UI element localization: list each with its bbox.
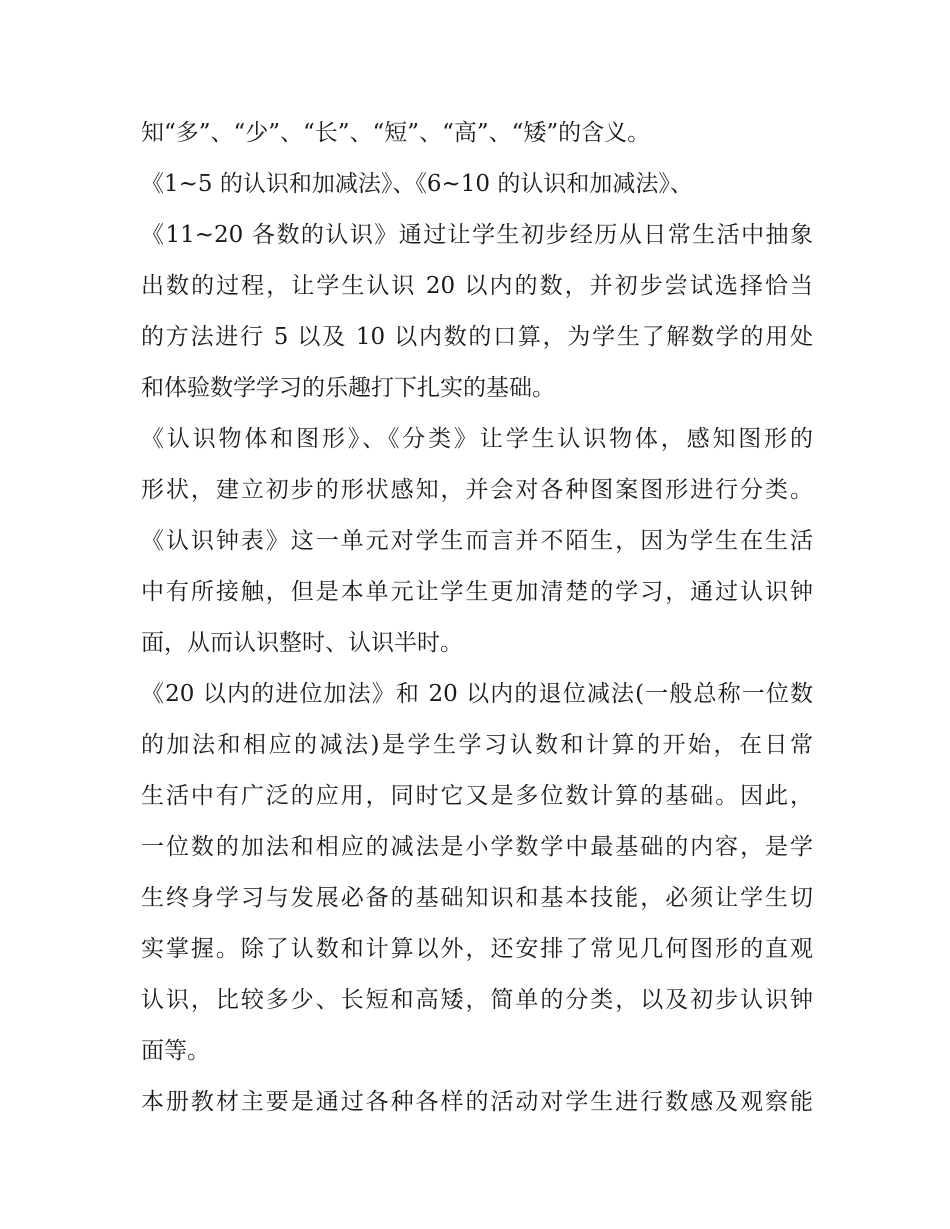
- text-line-14: 生活中有广泛的应用，同时它又是多位数计算的基础。因此，: [141, 783, 813, 809]
- text-line-16: 生终身学习与发展必备的基础知识和基本技能，必须让学生切: [141, 885, 813, 911]
- text-line-20: 本册教材主要是通过各种各样的活动对学生进行数感及观察能: [141, 1089, 813, 1115]
- text-line-4: 出数的过程，让学生认识 20 以内的数，并初步尝试选择恰当: [141, 273, 813, 299]
- text-line-17: 实掌握。除了认数和计算以外，还安排了常见几何图形的直观: [141, 936, 813, 962]
- text-line-1: 知“多”、“少”、“长”、“短”、“高”、“矮”的含义。: [141, 120, 651, 146]
- text-line-8: 形状，建立初步的形状感知，并会对各种图案图形进行分类。: [141, 477, 813, 503]
- text-line-19: 面等。: [141, 1038, 210, 1064]
- text-line-3: 《11~20 各数的认识》通过让学生初步经历从日常生活中抽象: [141, 222, 813, 248]
- text-line-6: 和体验数学学习的乐趣打下扎实的基础。: [141, 375, 555, 401]
- text-line-7: 《认识物体和图形》、《分类》让学生认识物体，感知图形的: [141, 426, 813, 452]
- text-line-12: 《20 以内的进位加法》和 20 以内的退位减法(一般总称一位数: [141, 681, 813, 707]
- text-line-9: 《认识钟表》这一单元对学生而言并不陌生，因为学生在生活: [141, 528, 813, 554]
- text-line-15: 一位数的加法和相应的减法是小学数学中最基础的内容，是学: [141, 834, 813, 860]
- text-line-10: 中有所接触，但是本单元让学生更加清楚的学习，通过认识钟: [141, 579, 813, 605]
- text-line-2: 《1~5 的认识和加减法》、《6~10 的认识和加减法》、: [141, 171, 693, 197]
- text-line-18: 认识，比较多少、长短和高矮，简单的分类，以及初步认识钟: [141, 987, 813, 1013]
- text-line-11: 面，从而认识整时、认识半时。: [141, 630, 463, 656]
- text-line-5: 的方法进行 5 以及 10 以内数的口算，为学生了解数学的用处: [141, 324, 813, 350]
- document-body: [141, 108, 813, 1128]
- text-line-13: 的加法和相应的减法)是学生学习认数和计算的开始，在日常: [141, 732, 813, 758]
